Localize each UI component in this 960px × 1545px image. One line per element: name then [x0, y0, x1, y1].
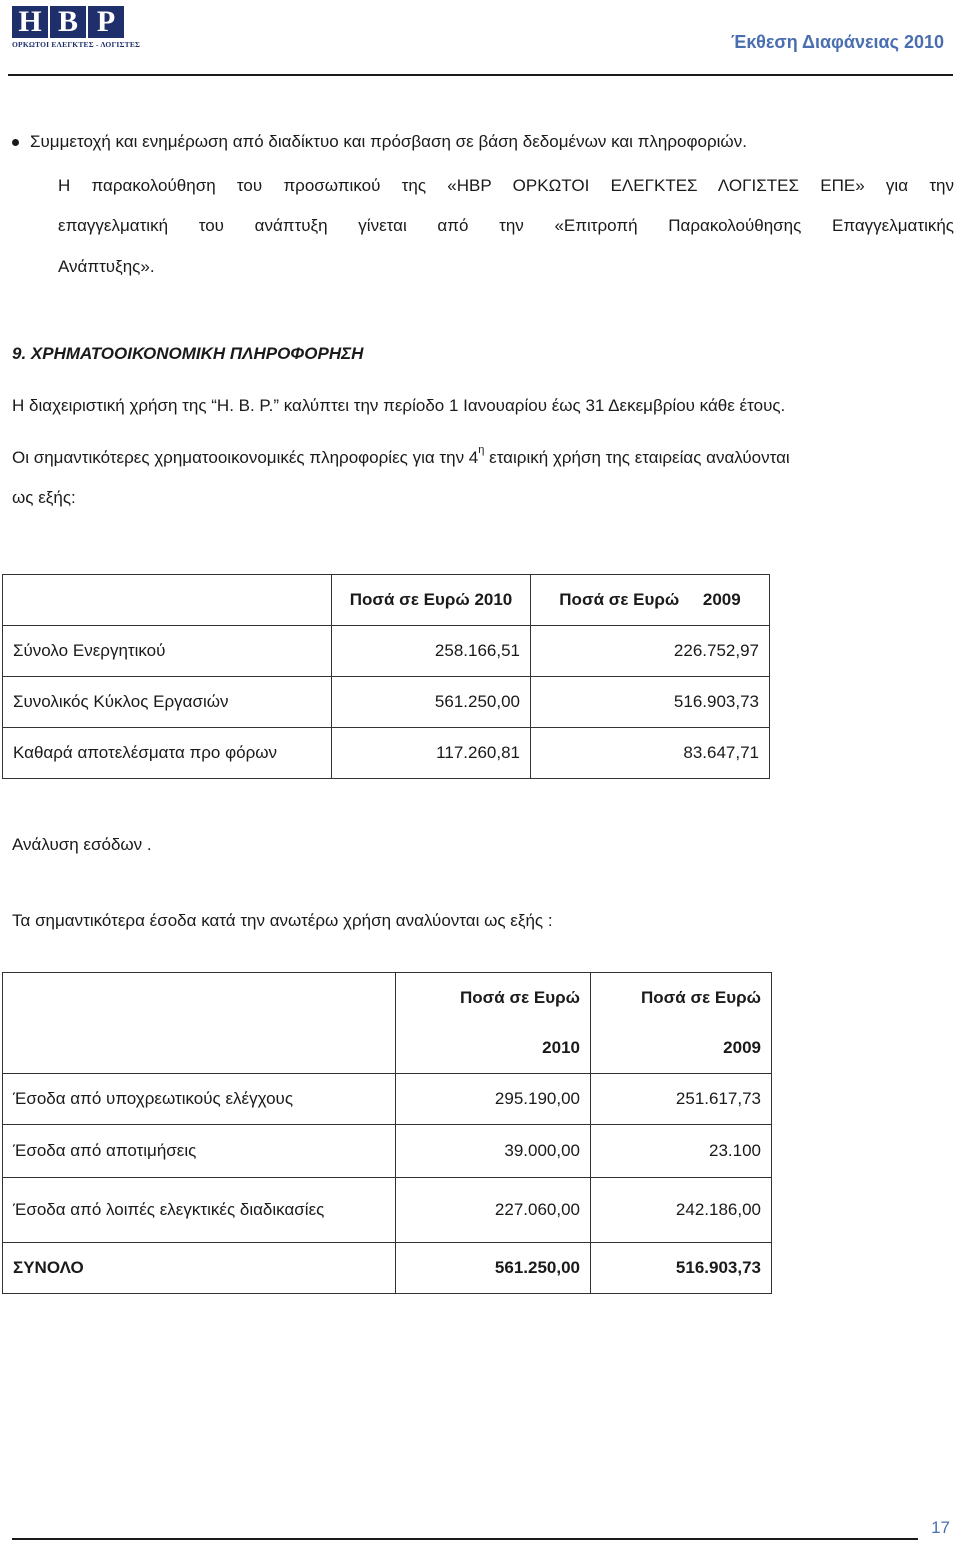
value-2010: 227.060,00 — [396, 1178, 591, 1243]
fiscal-period-text: Η διαχειριστική χρήση της “Η. Β. Ρ.” καλύπτει την περίοδο 1 Ιανουαρίου έως 31 Δεκεμβρίου κάθε έτους. — [12, 396, 786, 415]
table-total-row — [3, 1243, 772, 1294]
table-header-row — [3, 575, 770, 626]
para-line-3: Ανάπτυξης». — [58, 257, 155, 276]
value-2010: 258.166,51 — [332, 626, 531, 677]
bullet-icon — [12, 139, 19, 146]
row-label: Συνολικός Κύκλος Εργασιών — [3, 677, 332, 728]
logo-letter-b: B — [50, 6, 86, 38]
table-row — [3, 1125, 772, 1178]
para-line-2: επαγγελματική του ανάπτυξη γίνεται από την «Επιτροπή Παρακολούθησης Επαγγελματικής — [58, 216, 954, 235]
table-row — [3, 728, 770, 779]
table-header-cell: Ποσά σε Ευρώ — [591, 973, 772, 1024]
value-2010: 39.000,00 — [396, 1125, 591, 1178]
table-row — [3, 1178, 772, 1243]
value-2009: 242.186,00 — [591, 1178, 772, 1243]
financial-info-part1: Οι σημαντικότερες χρηματοοικονομικές πληροφορίες για την 4 — [12, 448, 479, 467]
table-header-cell: Ποσά σε Ευρώ — [396, 973, 591, 1024]
income-intro: Τα σημαντικότερα έσοδα κατά την ανωτέρω χρήση αναλύονται ως εξής : — [12, 911, 553, 930]
row-label: Έσοδα από υποχρεωτικούς ελέγχους — [3, 1074, 396, 1125]
logo-letter-h: H — [12, 6, 48, 38]
para-line-1: Η παρακολούθηση του προσωπικού της «HBP ΟΡΚΩΤΟΙ ΕΛΕΓΚΤΕΣ ΛΟΓΙΣΤΕΣ ΕΠΕ» για την — [58, 176, 954, 195]
total-label: ΣΥΝΟΛΟ — [3, 1243, 396, 1294]
table-header-cell — [3, 973, 396, 1024]
table-row — [3, 677, 770, 728]
footer-divider — [12, 1538, 918, 1540]
value-2009: 251.617,73 — [591, 1074, 772, 1125]
table-header-cell: 2009 — [591, 1023, 772, 1074]
logo-letter-p: P — [88, 6, 124, 38]
table-header-cell: Ποσά σε Ευρώ 2010 — [332, 575, 531, 626]
table-row — [3, 626, 770, 677]
logo-subtitle: ΟΡΚΩΤΟΙ ΕΛΕΓΚΤΕΣ - ΛΟΓΙΣΤΕΣ — [12, 40, 141, 49]
value-2009: 516.903,73 — [531, 677, 770, 728]
table-header-cell — [3, 1023, 396, 1074]
header-divider — [8, 74, 953, 76]
value-2009: 226.752,97 — [531, 626, 770, 677]
financial-info-line2: ως εξής: — [12, 488, 76, 507]
table-header-row — [3, 973, 772, 1024]
total-2010: 561.250,00 — [396, 1243, 591, 1294]
value-2009: 83.647,71 — [531, 728, 770, 779]
total-2009: 516.903,73 — [591, 1243, 772, 1294]
row-label: Καθαρά αποτελέσματα προ φόρων — [3, 728, 332, 779]
value-2009: 23.100 — [591, 1125, 772, 1178]
financial-info-text — [12, 444, 790, 469]
section-title: 9. ΧΡΗΜΑΤΟΟΙΚΟΝΟΜΙΚΗ ΠΛΗΡΟΦΟΡΗΣΗ — [12, 344, 364, 363]
value-2010: 117.260,81 — [332, 728, 531, 779]
table-row — [3, 1074, 772, 1125]
page-number: 17 — [931, 1518, 950, 1537]
value-2010: 295.190,00 — [396, 1074, 591, 1125]
bullet-text: Συμμετοχή και ενημέρωση από διαδίκτυο και πρόσβαση σε βάση δεδομένων και πληροφοριών. — [30, 132, 747, 151]
financial-summary-table — [2, 574, 770, 779]
table-header-cell — [3, 575, 332, 626]
report-title: Έκθεση Διαφάνειας 2010 — [730, 32, 944, 52]
row-label: Έσοδα από αποτιμήσεις — [3, 1125, 396, 1178]
financial-info-part2: εταιρική χρήση της εταιρείας αναλύονται — [484, 448, 790, 467]
table-header-row — [3, 1023, 772, 1074]
income-table — [2, 972, 772, 1294]
row-label: Σύνολο Ενεργητικού — [3, 626, 332, 677]
company-logo — [12, 5, 141, 50]
income-heading: Ανάλυση εσόδων . — [12, 835, 152, 854]
value-2010: 561.250,00 — [332, 677, 531, 728]
row-label: Έσοδα από λοιπές ελεγκτικές διαδικασίες — [3, 1178, 396, 1243]
ordinal-sup: η — [478, 444, 485, 457]
table-header-cell: Ποσά σε Ευρώ 2009 — [531, 575, 770, 626]
table-header-cell: 2010 — [396, 1023, 591, 1074]
